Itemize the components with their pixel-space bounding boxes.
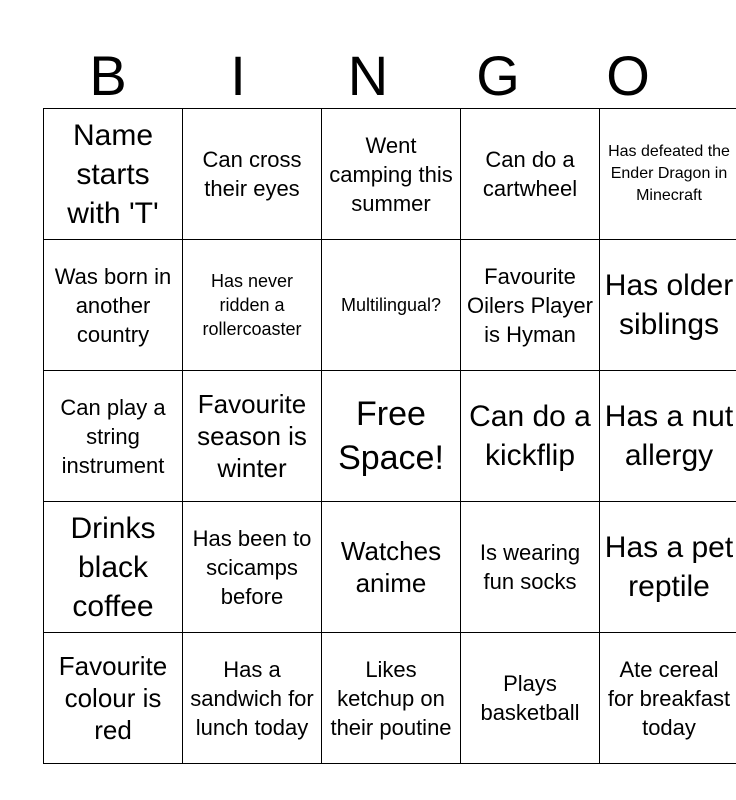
bingo-cell[interactable] — [600, 502, 736, 633]
cell-text: Can play a string instrument — [60, 394, 166, 478]
bingo-cell[interactable] — [461, 240, 600, 371]
bingo-cell[interactable] — [600, 371, 736, 502]
cell-text: Has a sandwich for lunch today — [190, 656, 314, 740]
bingo-header — [43, 44, 693, 108]
cell-text: Favourite colour is red — [58, 651, 168, 745]
bingo-cell[interactable] — [44, 371, 183, 502]
header-letter-b: B — [89, 44, 127, 107]
board-row — [44, 371, 736, 502]
cell-text: Has never ridden a rollercoaster — [202, 271, 302, 339]
bingo-cell[interactable] — [322, 109, 461, 240]
cell-text: Was born in another country — [54, 263, 172, 347]
free-space-label: Free Space! — [338, 395, 444, 477]
board-row — [44, 502, 736, 633]
board-row — [44, 240, 736, 371]
bingo-cell[interactable] — [183, 502, 322, 633]
bingo-board — [43, 108, 736, 764]
bingo-cell[interactable] — [183, 633, 322, 764]
bingo-cell[interactable] — [183, 109, 322, 240]
bingo-cell[interactable] — [322, 240, 461, 371]
cell-text: Plays basketball — [480, 671, 580, 725]
bingo-cell[interactable] — [44, 240, 183, 371]
bingo-cell[interactable] — [461, 633, 600, 764]
cell-text: Can do a kickflip — [469, 400, 591, 472]
bingo-cell[interactable] — [600, 240, 736, 371]
cell-text: Has been to scicamps before — [192, 525, 312, 609]
bingo-cell[interactable] — [461, 502, 600, 633]
header-letter-n: N — [347, 44, 389, 107]
cell-text: Has defeated the Ender Dragon in Minecraft — [608, 143, 730, 204]
bingo-cell[interactable] — [183, 371, 322, 502]
cell-text: Multilingual? — [340, 295, 442, 315]
header-letter-g: G — [476, 44, 520, 107]
cell-text: Ate cereal for breakfast today — [607, 656, 731, 740]
cell-text: Is wearing fun socks — [479, 540, 581, 594]
bingo-cell[interactable] — [322, 633, 461, 764]
cell-text: Drinks black coffee — [70, 511, 156, 623]
cell-text: Can cross their eyes — [202, 147, 302, 201]
cell-text: Went camping this summer — [329, 132, 453, 216]
cell-text: Watches anime — [340, 536, 442, 598]
cell-text: Name starts with 'T' — [67, 118, 159, 230]
header-letter-i: I — [230, 44, 246, 107]
bingo-cell[interactable] — [600, 633, 736, 764]
cell-text: Has a nut allergy — [604, 400, 734, 472]
header-letter-o: O — [606, 44, 650, 107]
free-space-cell[interactable] — [322, 371, 461, 502]
cell-text: Has older siblings — [604, 269, 734, 341]
cell-text: Favourite season is winter — [197, 389, 307, 483]
bingo-cell[interactable] — [461, 371, 600, 502]
cell-text: Has a pet reptile — [604, 531, 734, 603]
board-row — [44, 109, 736, 240]
cell-text: Can do a cartwheel — [482, 147, 578, 201]
bingo-cell[interactable] — [322, 502, 461, 633]
bingo-cell[interactable] — [44, 502, 183, 633]
cell-text: Likes ketchup on their poutine — [330, 656, 452, 740]
bingo-cell[interactable] — [600, 109, 736, 240]
cell-text: Favourite Oilers Player is Hyman — [467, 263, 593, 347]
bingo-cell[interactable] — [461, 109, 600, 240]
bingo-cell[interactable] — [44, 109, 183, 240]
bingo-cell[interactable] — [183, 240, 322, 371]
board-row — [44, 633, 736, 764]
bingo-cell[interactable] — [44, 633, 183, 764]
